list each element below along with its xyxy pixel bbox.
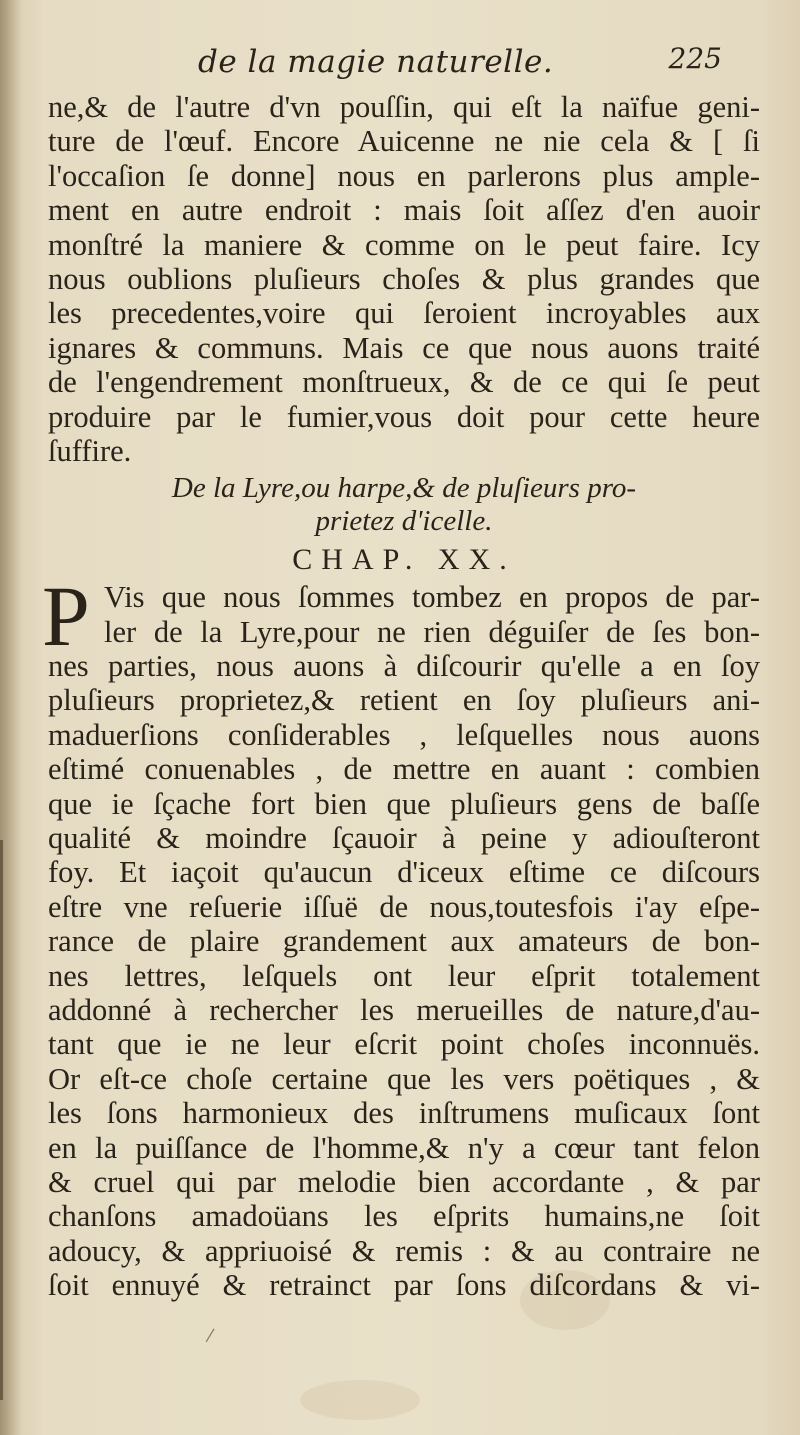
text-line: tant que ie ne leur eſcrit point choſes inconnuës.	[48, 1027, 760, 1062]
text-line: monſtré la maniere & comme on le peut faire. Icy	[48, 227, 760, 262]
running-title: de la magie naturelle.	[198, 44, 554, 80]
text-line: les ſons harmonieux des inſtrumens muſicaux ſont	[48, 1096, 760, 1131]
chapter-title	[48, 472, 760, 538]
text-line: Or eſt-ce choſe certaine que les vers poëtiques , &	[48, 1061, 760, 1096]
text-line: les precedentes,voire qui ſeroient incroyables aux	[48, 296, 760, 331]
text-line: nes parties, nous auons à diſcourir qu'elle a en ſoy	[48, 649, 760, 684]
binding-shadow	[0, 0, 22, 1435]
running-head	[48, 40, 760, 90]
text-line: eſtimé conuenables , de mettre en auant : combien	[48, 752, 760, 787]
pen-mark: ⸝	[194, 1311, 220, 1348]
text-line: maduerſions conſiderables , leſquelles nous auons	[48, 717, 760, 752]
margin-mark	[0, 840, 3, 1400]
text-line: adoucy, & appriuoisé & remis : & au contraire ne	[48, 1233, 760, 1268]
page-number: 225	[668, 42, 722, 75]
text-line: ſoit ennuyé & retrainct par ſons diſcordans & vi-	[48, 1268, 760, 1303]
text-block	[42, 40, 760, 1303]
text-line: qualité & moindre ſçauoir à peine y adiouſteront	[48, 821, 760, 856]
text-line: chanſons amadoüans les eſprits humains,ne ſoit	[48, 1199, 760, 1234]
chapter-number: CHAP. XX.	[292, 543, 516, 577]
drop-cap: P	[42, 568, 90, 665]
text-line: Vis que nous ſommes tombez en propos de par-	[104, 580, 760, 615]
text-line: foy. Et iaçoit qu'aucun d'iceux eſtime ce diſcours	[48, 855, 760, 890]
text-line: l'occaſion ſe donne] nous en parlerons plus ample-	[48, 158, 760, 193]
text-line: ture de l'œuf. Encore Auicenne ne nie cela & [ ſi	[48, 124, 760, 159]
text-line: ne,& de l'autre d'vn pouſſin, qui eſt la naïfue geni-	[48, 90, 760, 124]
text-line: ment en autre endroit : mais ſoit aſſez d'en auoir	[48, 193, 760, 228]
text-line: eſtre vne reſuerie iſſuë de nous,toutesfois i'ay eſpe-	[48, 889, 760, 924]
text-line: pluſieurs proprietez,& retient en ſoy pluſieurs ani-	[48, 683, 760, 718]
text-line: produire par le fumier,vous doit pour cette heure	[48, 399, 760, 434]
text-line: de l'engendrement monſtrueux, & de ce qui ſe peut	[48, 365, 760, 400]
text-line: rance de plaire grandement aux amateurs de bon-	[48, 924, 760, 959]
text-line: ſuffire.	[48, 433, 132, 468]
chapter-title-line: prietez d'icelle.	[315, 505, 493, 538]
text-line: & cruel qui par melodie bien accordante , & par	[48, 1164, 760, 1199]
text-line: en la puiſſance de l'homme,& n'y a cœur tant felon	[48, 1130, 760, 1165]
paper-stain	[300, 1380, 420, 1420]
chapter-body	[42, 568, 760, 1303]
text-line: addonné à rechercher les merueilles de nature,d'au-	[48, 992, 760, 1027]
text-line: nous oublions pluſieurs choſes & plus grandes que	[48, 261, 760, 296]
text-line: que ie ſçache fort bien que pluſieurs gens de baſſe	[48, 786, 760, 821]
continuation-text	[48, 90, 760, 468]
text-line: nes lettres, leſquels ont leur eſprit totalement	[48, 958, 760, 993]
text-line: ignares & communs. Mais ce que nous auons traité	[48, 330, 760, 365]
chapter-title-line: De la Lyre,ou harpe,& de pluſieurs pro-	[171, 472, 637, 505]
text-line: ler de la Lyre,pour ne rien déguiſer de ſes bon-	[104, 614, 760, 649]
